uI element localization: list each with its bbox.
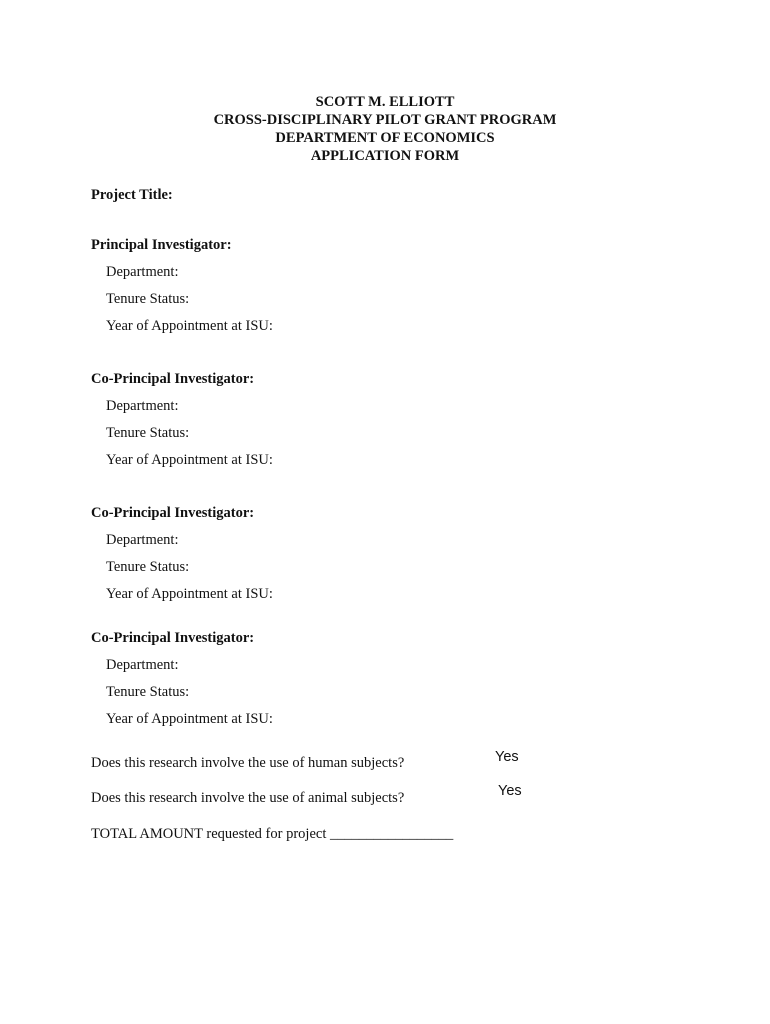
tenure-status-label[interactable]: Tenure Status:: [106, 291, 190, 307]
investigator-heading: Co-Principal Investigator:: [91, 630, 255, 646]
year-appointment-label[interactable]: Year of Appointment at ISU:: [106, 318, 273, 334]
total-amount-row: [91, 826, 453, 843]
header-line: SCOTT M. ELLIOTT: [315, 94, 455, 110]
project-title-label: Project Title:: [91, 187, 173, 203]
total-amount-label: TOTAL AMOUNT requested for project: [91, 826, 327, 842]
investigator-heading: Co-Principal Investigator:: [91, 505, 255, 521]
department-label[interactable]: Department:: [106, 398, 179, 414]
year-appointment-label[interactable]: Year of Appointment at ISU:: [106, 586, 273, 602]
department-label[interactable]: Department:: [106, 264, 179, 280]
year-appointment-label[interactable]: Year of Appointment at ISU:: [106, 711, 273, 727]
tenure-status-label[interactable]: Tenure Status:: [106, 425, 190, 441]
human-subjects-question: Does this research involve the use of human subjects?: [91, 755, 405, 771]
form-header: [0, 93, 770, 165]
human-subjects-answer[interactable]: Yes: [495, 749, 519, 765]
header-line: DEPARTMENT OF ECONOMICS: [275, 130, 495, 146]
tenure-status-label[interactable]: Tenure Status:: [106, 559, 190, 575]
investigator-heading: Principal Investigator:: [91, 237, 232, 253]
animal-subjects-answer[interactable]: Yes: [498, 783, 522, 799]
department-label[interactable]: Department:: [106, 532, 179, 548]
animal-subjects-question: Does this research involve the use of animal subjects?: [91, 790, 405, 806]
department-label[interactable]: Department:: [106, 657, 179, 673]
header-line: CROSS-DISCIPLINARY PILOT GRANT PROGRAM: [213, 112, 557, 128]
header-line: APPLICATION FORM: [310, 148, 460, 164]
total-amount-field[interactable]: _________________: [329, 826, 454, 842]
tenure-status-label[interactable]: Tenure Status:: [106, 684, 190, 700]
investigator-heading: Co-Principal Investigator:: [91, 371, 255, 387]
year-appointment-label[interactable]: Year of Appointment at ISU:: [106, 452, 273, 468]
